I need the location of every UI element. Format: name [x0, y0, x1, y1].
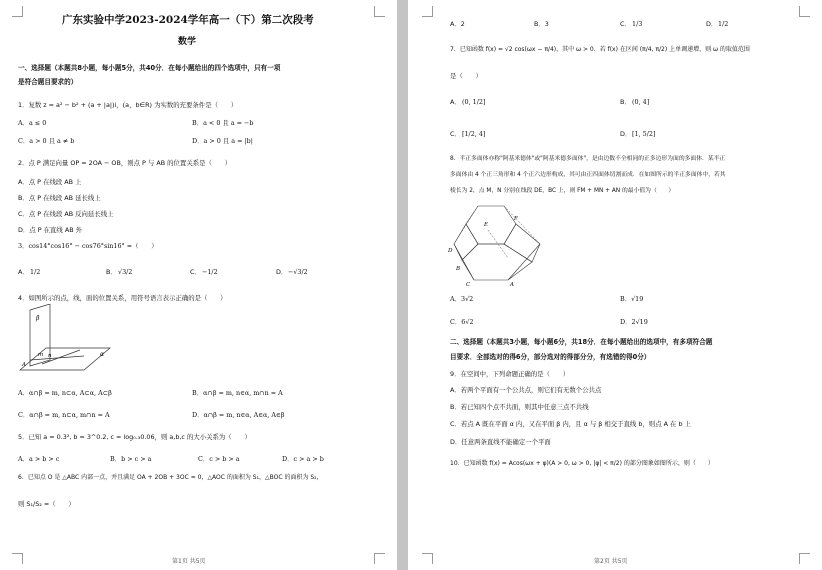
question-9-option-c: C．若点 A 既在平面 α 内，又在平面 β 内，且 α 与 β 相交于直线 b，则点 A 在 b 上: [450, 420, 691, 428]
question-6-option-d-label: D．: [706, 20, 718, 28]
question-7-option-d-value: [1, 5/2]: [632, 130, 656, 138]
question-4-stem: 4．如图所示的点，线，面的位置关系，用符号语言表示正确的是（ ）: [18, 294, 227, 302]
question-4-option-c: C．α∩β = m, n⊂α, m∩n = A: [18, 411, 110, 419]
question-5-stem: 5．已知 a = 0.3², b = 3^0.2, c = log₀.₃0.06，则 a,b,c 的大小关系为（ ）: [18, 433, 251, 441]
question-7-option-a-value: (0, 1/2]: [462, 98, 486, 106]
question-10-stem: 10．已知函数 f(x) = Acos(ωx + φ)(A > 0, ω > 0, |φ| < π/2) 的部分图象如图所示，则（ ）: [450, 460, 714, 467]
question-3-option-b-value: √3/2: [118, 268, 133, 276]
question-8-stem: 8．半正多面体亦称"阿基米德体"或"阿基米德多面体"，是由边数不全相同的正多边形为面的多面体．某半正: [450, 156, 726, 162]
question-1-option-a: A．a ≤ 0: [18, 119, 47, 127]
question-3-option-a-value: 1/2: [30, 268, 41, 276]
fig8-label-c: C: [466, 282, 471, 288]
question-9-option-a: A．若两个平面有一个公共点，则它们有无数个公共点: [450, 386, 602, 394]
crop-mark: [422, 553, 433, 564]
question-3-option-c-value: −1/2: [202, 268, 218, 276]
question-4-option-b: B．α∩β = m, n∈α, m∩n = A: [192, 389, 283, 397]
question-6-option-b: B．3: [534, 20, 549, 28]
question-6-option-a: A．2: [450, 20, 465, 28]
question-9-option-d: D．任意两条直线不能确定一个平面: [450, 438, 551, 446]
question-8-option-a: A．3√2: [450, 295, 474, 303]
question-4-figure: [14, 304, 114, 376]
crop-mark: [12, 553, 23, 564]
fig8-label-d: D: [448, 248, 453, 254]
question-2-option-c: C．点 P 在线段 AB 反向延长线上: [18, 210, 114, 218]
question-9-option-b: B．若已知四个点不共面，则其中任意三点不共线: [450, 403, 589, 411]
question-7-option-d-label: D．: [620, 130, 632, 138]
question-4-option-a: A．α∩β = m, n⊂α, A⊂α, A⊂β: [18, 389, 112, 397]
question-8-polyhedron-figure: [448, 200, 552, 288]
section-1-heading: 一、选择题（本题共8小题，每小题5分，共40分．在每小题给出的四个选项中，只有一项: [18, 64, 281, 72]
fig8-label-e: E: [484, 222, 489, 228]
question-8-stem-3: 棱长为 2，点 M，N 分别在线段 DE，BC 上，则 FM + MN + AN 的最小值为（ ）: [450, 188, 675, 194]
question-2-option-d: D．点 P 在直线 AB 外: [18, 226, 82, 234]
fig8-label-a: A: [510, 282, 514, 288]
question-3-option-b-label: B．: [106, 268, 117, 276]
question-5-option-b: B．b > c > a: [110, 455, 152, 463]
section-2-heading: 二、选择题（本题共3小题，每小题6分，共18分．在每小题给出的选项中，有多项符合题: [450, 338, 713, 346]
question-1-option-b: B．a < 0 且 a = −b: [192, 119, 254, 127]
question-8-option-d: D．2√19: [620, 318, 648, 326]
question-1-stem: 1．复数 z = a² − b² + (a + |a|)i，(a，b∈R) 为实数的充要条件是（ ）: [18, 101, 238, 109]
fig4-label-a: A: [22, 362, 26, 368]
document-page-1: [0, 0, 397, 570]
question-2-option-b: B．点 P 在线段 AB 延长线上: [18, 194, 101, 202]
question-7-stem-cont: 是（ ）: [450, 72, 482, 80]
question-5-option-a: A．a > b > c: [18, 455, 60, 463]
question-7-option-c-value: [1/2, 4]: [462, 130, 486, 138]
question-8-stem-2: 多面体由 4 个正三角形和 4 个正六边形构成，其可由正四面体切割而成．在如图所示的半正多面体中，若其: [450, 172, 726, 178]
fig8-label-b: B: [456, 266, 461, 272]
crop-mark: [374, 6, 385, 17]
question-7-option-b-label: B．: [620, 98, 631, 106]
question-1-option-d: D．a > 0 且 a = |b|: [192, 137, 253, 145]
question-1-option-c: C．a > 0 且 a ≠ b: [18, 137, 75, 145]
section-1-heading-cont: 是符合题目要求的）: [18, 78, 78, 86]
question-7-option-a-label: A．: [450, 98, 461, 106]
question-6-stem: 6．已知点 O 是 △ABC 内部一点，并且满足 OA + 2OB + 3OC = 0，△AOC 的面积为 S₁，△BOC 的面积为 S₂，: [18, 474, 323, 481]
question-9-stem: 9．在空间中，下列命题正确的是（ ）: [450, 370, 570, 378]
question-6-option-c-value: 1/3: [632, 20, 643, 28]
document-page-2: [408, 0, 822, 570]
crop-mark: [422, 6, 433, 17]
question-6-option-d-value: 1/2: [718, 20, 729, 28]
page-1-footer: 第1页 共5页: [172, 558, 206, 565]
crop-mark: [799, 6, 810, 17]
question-3-option-c-label: C．: [190, 268, 201, 276]
fig4-label-m: m: [38, 352, 44, 358]
question-5-option-c: C．c > b > a: [198, 455, 240, 463]
question-8-option-b: B．√19: [620, 295, 644, 303]
fig4-label-n: n: [48, 353, 52, 359]
fig4-label-beta: β: [36, 315, 40, 322]
section-2-heading-cont: 目要求．全部选对的得6分，部分选对的得部分分，有选错的得0分）: [450, 353, 651, 361]
fig4-label-alpha: α: [100, 351, 105, 358]
crop-mark: [12, 6, 23, 17]
question-8-option-c: C．6√2: [450, 318, 474, 326]
question-3-option-d-value: −√3/2: [288, 268, 308, 276]
question-3-option-a-label: A．: [18, 268, 29, 276]
question-7-option-b-value: (0, 4]: [632, 98, 650, 106]
exam-subject: 数学: [178, 37, 197, 47]
question-5-option-d: D．c > a > b: [282, 455, 324, 463]
fig8-label-f: F: [514, 216, 518, 222]
page-2-footer: 第2页 共5页: [594, 558, 628, 565]
crop-mark: [799, 553, 810, 564]
exam-title: 广东实验中学2023-2024学年高一（下）第二次段考: [62, 14, 314, 26]
question-4-option-d: D．α∩β = m, n∈α, A∈α, A∈β: [192, 411, 285, 419]
question-3-stem: 3．cos14°cos16° − cos76°sin16° =（ ）: [18, 242, 158, 250]
question-2-stem: 2．点 P 满足向量 OP = 2OA − OB，则点 P 与 AB 的位置关系是（ ）: [18, 159, 232, 167]
question-6-stem-cont: 则 S₁/S₂ =（ ）: [18, 500, 75, 508]
question-7-option-c-label: C．: [450, 130, 461, 138]
question-3-option-d-label: D．: [276, 268, 288, 276]
question-7-stem: 7．已知函数 f(x) = √2 cos(ωx − π/4)，其中 ω > 0．若 f(x) 在区间 (π/4, π/2) 上单调递增，则 ω 的取值范围: [450, 46, 750, 53]
question-2-option-a: A．点 P 在线段 AB 上: [18, 178, 82, 186]
crop-mark: [374, 553, 385, 564]
page-gutter: [397, 0, 408, 570]
question-6-option-c-label: C．: [620, 20, 631, 28]
